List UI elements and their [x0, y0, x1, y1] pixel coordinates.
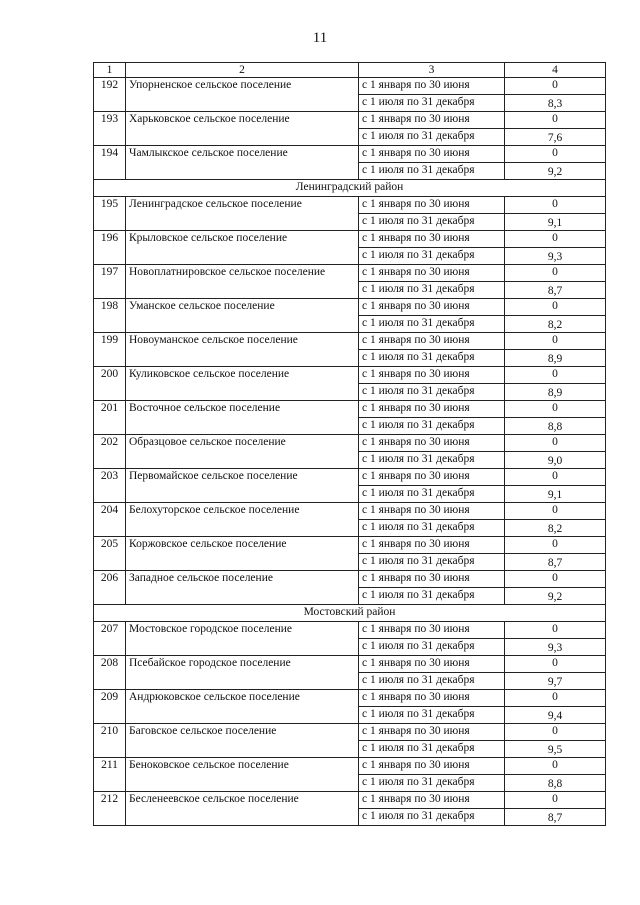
value-second-half: 8,7: [505, 809, 606, 826]
value-first-half: 0: [505, 435, 606, 452]
value-second-half: 8,9: [505, 350, 606, 367]
row-number: 209: [94, 690, 126, 724]
value-first-half: 0: [505, 537, 606, 554]
period-second-half: с 1 июля по 31 декабря: [359, 486, 505, 503]
value-first-half: 0: [505, 758, 606, 775]
value-first-half: 0: [505, 367, 606, 384]
period-second-half: с 1 июля по 31 декабря: [359, 129, 505, 146]
period-second-half: с 1 июля по 31 декабря: [359, 384, 505, 401]
value-second-half: 9,2: [505, 588, 606, 605]
row-number: 193: [94, 112, 126, 146]
period-first-half: с 1 января по 30 июня: [359, 299, 505, 316]
row-number: 207: [94, 622, 126, 656]
value-first-half: 0: [505, 146, 606, 163]
period-first-half: с 1 января по 30 июня: [359, 503, 505, 520]
period-second-half: с 1 июля по 31 декабря: [359, 520, 505, 537]
settlement-name: Первомайское сельское поселение: [126, 469, 359, 503]
value-second-half: 9,3: [505, 248, 606, 265]
district-row: [94, 605, 606, 622]
period-first-half: с 1 января по 30 июня: [359, 112, 505, 129]
row-number: 197: [94, 265, 126, 299]
value-second-half: 8,7: [505, 554, 606, 571]
period-second-half: с 1 июля по 31 декабря: [359, 282, 505, 299]
settlement-name: Уманское сельское поселение: [126, 299, 359, 333]
settlement-name: Мостовское городское поселение: [126, 622, 359, 656]
table-row: [94, 78, 606, 95]
value-first-half: 0: [505, 690, 606, 707]
value-first-half: 0: [505, 792, 606, 809]
row-number: 202: [94, 435, 126, 469]
row-number: 205: [94, 537, 126, 571]
value-first-half: 0: [505, 503, 606, 520]
header-col-1: 1: [94, 63, 126, 78]
period-first-half: с 1 января по 30 июня: [359, 435, 505, 452]
period-first-half: с 1 января по 30 июня: [359, 197, 505, 214]
settlement-name: Баговское сельское поселение: [126, 724, 359, 758]
row-number: 200: [94, 367, 126, 401]
settlement-name: Ленинградское сельское поселение: [126, 197, 359, 231]
value-first-half: 0: [505, 78, 606, 95]
settlement-name: Западное сельское поселение: [126, 571, 359, 605]
table-row: [94, 146, 606, 163]
header-col-4: 4: [505, 63, 606, 78]
table-row: [94, 690, 606, 707]
value-second-half: 7,6: [505, 129, 606, 146]
row-number: 203: [94, 469, 126, 503]
period-first-half: с 1 января по 30 июня: [359, 265, 505, 282]
value-first-half: 0: [505, 724, 606, 741]
period-first-half: с 1 января по 30 июня: [359, 146, 505, 163]
row-number: 206: [94, 571, 126, 605]
row-number: 198: [94, 299, 126, 333]
period-first-half: с 1 января по 30 июня: [359, 78, 505, 95]
table-row: [94, 622, 606, 639]
settlement-name: Бесленеевское сельское поселение: [126, 792, 359, 826]
table-row: [94, 724, 606, 741]
row-number: 192: [94, 78, 126, 112]
settlement-name: Белохуторское сельское поселение: [126, 503, 359, 537]
settlement-name: Псебайское городское поселение: [126, 656, 359, 690]
value-second-half: 9,2: [505, 163, 606, 180]
table-row: [94, 197, 606, 214]
period-second-half: с 1 июля по 31 декабря: [359, 418, 505, 435]
row-number: 201: [94, 401, 126, 435]
value-second-half: 9,0: [505, 452, 606, 469]
table-row: [94, 469, 606, 486]
settlement-name: Крыловское сельское поселение: [126, 231, 359, 265]
period-second-half: с 1 июля по 31 декабря: [359, 707, 505, 724]
settlement-name: Харьковское сельское поселение: [126, 112, 359, 146]
period-first-half: с 1 января по 30 июня: [359, 367, 505, 384]
row-number: 195: [94, 197, 126, 231]
header-row: [94, 63, 606, 78]
settlement-name: Куликовское сельское поселение: [126, 367, 359, 401]
value-first-half: 0: [505, 197, 606, 214]
table-row: [94, 112, 606, 129]
value-second-half: 9,3: [505, 639, 606, 656]
period-first-half: с 1 января по 30 июня: [359, 469, 505, 486]
table-row: [94, 299, 606, 316]
value-first-half: 0: [505, 333, 606, 350]
period-second-half: с 1 июля по 31 декабря: [359, 95, 505, 112]
period-first-half: с 1 января по 30 июня: [359, 622, 505, 639]
settlement-name: Коржовское сельское поселение: [126, 537, 359, 571]
period-second-half: с 1 июля по 31 декабря: [359, 163, 505, 180]
value-second-half: 8,9: [505, 384, 606, 401]
period-second-half: с 1 июля по 31 декабря: [359, 741, 505, 758]
district-heading: Мостовский район: [94, 605, 606, 622]
table-row: [94, 333, 606, 350]
settlements-table: [93, 62, 606, 826]
period-second-half: с 1 июля по 31 декабря: [359, 639, 505, 656]
settlement-name: Чамлыкское сельское поселение: [126, 146, 359, 180]
period-first-half: с 1 января по 30 июня: [359, 537, 505, 554]
row-number: 194: [94, 146, 126, 180]
header-col-3: 3: [359, 63, 505, 78]
period-first-half: с 1 января по 30 июня: [359, 792, 505, 809]
value-second-half: 8,2: [505, 316, 606, 333]
row-number: 208: [94, 656, 126, 690]
row-number: 211: [94, 758, 126, 792]
row-number: 212: [94, 792, 126, 826]
settlement-name: Новоуманское сельское поселение: [126, 333, 359, 367]
settlement-name: Образцовое сельское поселение: [126, 435, 359, 469]
value-second-half: 9,1: [505, 214, 606, 231]
period-first-half: с 1 января по 30 июня: [359, 333, 505, 350]
period-first-half: с 1 января по 30 июня: [359, 724, 505, 741]
value-second-half: 8,8: [505, 775, 606, 792]
header-col-2: 2: [126, 63, 359, 78]
period-first-half: с 1 января по 30 июня: [359, 690, 505, 707]
table-row: [94, 231, 606, 248]
table-row: [94, 435, 606, 452]
table-row: [94, 265, 606, 282]
period-first-half: с 1 января по 30 июня: [359, 401, 505, 418]
settlement-name: Новоплатнировское сельское поселение: [126, 265, 359, 299]
page-number: 11: [312, 30, 328, 46]
value-first-half: 0: [505, 231, 606, 248]
value-first-half: 0: [505, 401, 606, 418]
value-first-half: 0: [505, 656, 606, 673]
row-number: 199: [94, 333, 126, 367]
value-first-half: 0: [505, 265, 606, 282]
row-number: 210: [94, 724, 126, 758]
settlement-name: Упорненское сельское поселение: [126, 78, 359, 112]
value-second-half: 8,7: [505, 282, 606, 299]
period-second-half: с 1 июля по 31 декабря: [359, 775, 505, 792]
value-first-half: 0: [505, 571, 606, 588]
value-second-half: 8,3: [505, 95, 606, 112]
period-second-half: с 1 июля по 31 декабря: [359, 554, 505, 571]
period-second-half: с 1 июля по 31 декабря: [359, 809, 505, 826]
period-first-half: с 1 января по 30 июня: [359, 571, 505, 588]
settlement-name: Беноковское сельское поселение: [126, 758, 359, 792]
table-row: [94, 537, 606, 554]
period-second-half: с 1 июля по 31 декабря: [359, 316, 505, 333]
table-row: [94, 792, 606, 809]
period-second-half: с 1 июля по 31 декабря: [359, 452, 505, 469]
value-second-half: 9,1: [505, 486, 606, 503]
value-second-half: 9,7: [505, 673, 606, 690]
period-second-half: с 1 июля по 31 декабря: [359, 588, 505, 605]
period-first-half: с 1 января по 30 июня: [359, 231, 505, 248]
settlement-name: Восточное сельское поселение: [126, 401, 359, 435]
value-first-half: 0: [505, 622, 606, 639]
table-row: [94, 401, 606, 418]
table-row: [94, 758, 606, 775]
table-body: [94, 78, 606, 826]
value-second-half: 9,5: [505, 741, 606, 758]
row-number: 196: [94, 231, 126, 265]
district-heading: Ленинградский район: [94, 180, 606, 197]
period-second-half: с 1 июля по 31 декабря: [359, 214, 505, 231]
value-second-half: 8,2: [505, 520, 606, 537]
row-number: 204: [94, 503, 126, 537]
value-first-half: 0: [505, 112, 606, 129]
value-second-half: 8,8: [505, 418, 606, 435]
period-first-half: с 1 января по 30 июня: [359, 758, 505, 775]
table-row: [94, 503, 606, 520]
table-row: [94, 656, 606, 673]
period-second-half: с 1 июля по 31 декабря: [359, 673, 505, 690]
period-second-half: с 1 июля по 31 декабря: [359, 350, 505, 367]
value-second-half: 9,4: [505, 707, 606, 724]
district-row: [94, 180, 606, 197]
settlement-name: Андрюковское сельское поселение: [126, 690, 359, 724]
table-row: [94, 571, 606, 588]
period-second-half: с 1 июля по 31 декабря: [359, 248, 505, 265]
value-first-half: 0: [505, 469, 606, 486]
period-first-half: с 1 января по 30 июня: [359, 656, 505, 673]
table-row: [94, 367, 606, 384]
value-first-half: 0: [505, 299, 606, 316]
